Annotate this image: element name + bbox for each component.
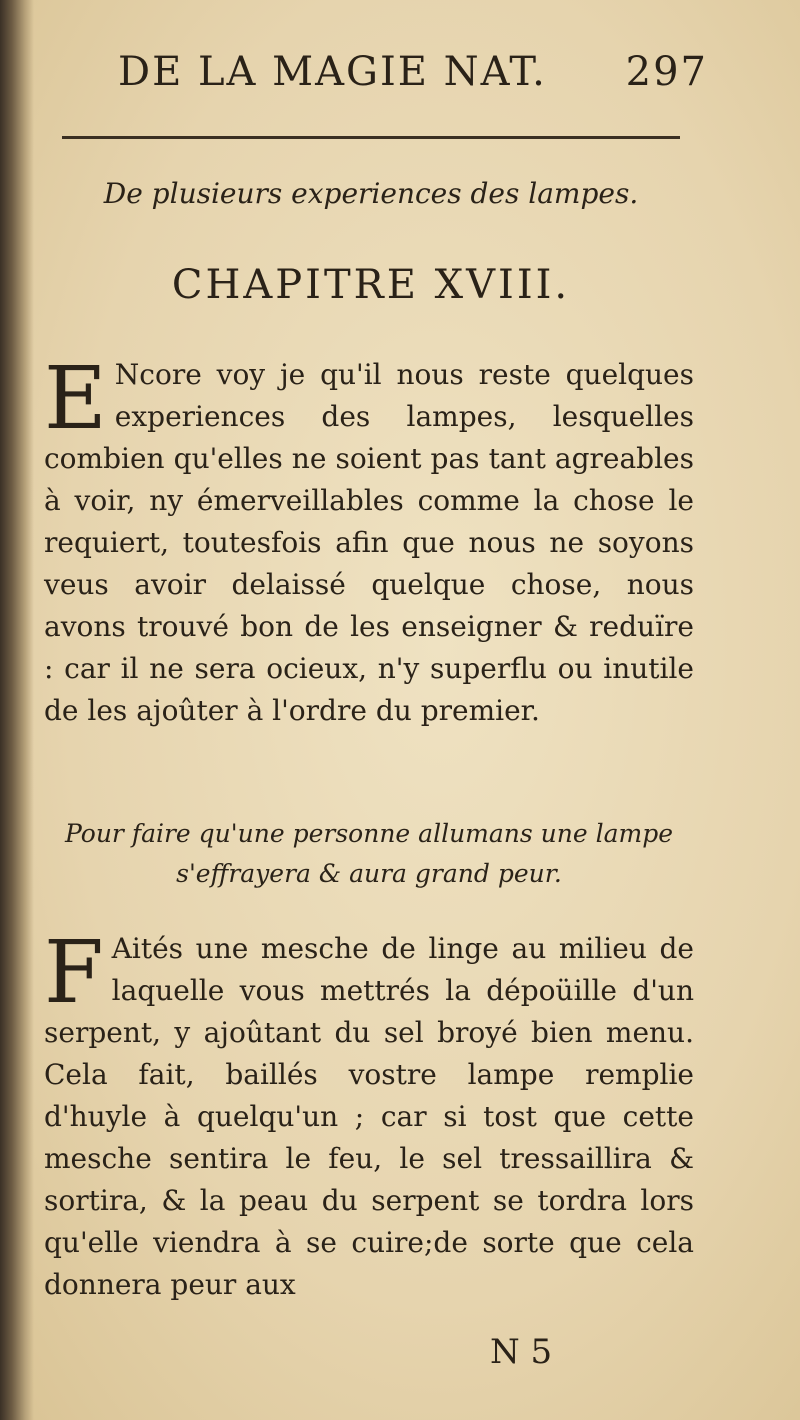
paragraph-2-text: Aités une mesche de linge au milieu de laquelle vous mettrés la dépoüille d'un serpent, y ajoûtant du sel broyé bien menu. Cela fait, baillés vostre lampe remplie d'huyle à quelqu'un ; car si tost que cette mesche sentira le feu, le sel tressaillira & sortira, & la peau du serpent se tordra lors qu'elle viendra à se cuire;de sorte que cela donnera peur aux	[44, 932, 694, 1301]
page-header	[118, 44, 708, 100]
header-rule	[62, 136, 680, 139]
running-head: DE LA MAGIE NAT.	[118, 49, 547, 95]
binding-gutter	[0, 0, 34, 1420]
paragraph-1-text: Ncore voy je qu'il nous reste quelques experiences des lampes, lesquelles combien qu'elles ne soient pas tant agreables à voir, ny émerveillables comme la chose le requiert, toutesfois afin que nous ne soyons veus avoir delaissé quelque chose, nous avons trouvé bon de les enseigner & reduïre : car il ne sera ocieux, n'y superflu ou inutile de les ajoûter à l'ordre du premier.	[44, 358, 694, 727]
chapter-title: CHAPITRE XVIII.	[171, 262, 571, 308]
drop-cap-2: F	[44, 923, 104, 1023]
section-title: De plusieurs experiences des lampes.	[103, 177, 639, 210]
paragraph-2	[44, 923, 694, 1306]
signature-mark: N 5	[490, 1332, 553, 1372]
recipe-title: Pour faire qu'une personne allumans une lampe s'effrayera & aura grand peur.	[64, 819, 674, 888]
page-number: 297	[625, 49, 708, 95]
paragraph-1	[44, 349, 694, 732]
drop-cap-1: E	[44, 349, 107, 449]
